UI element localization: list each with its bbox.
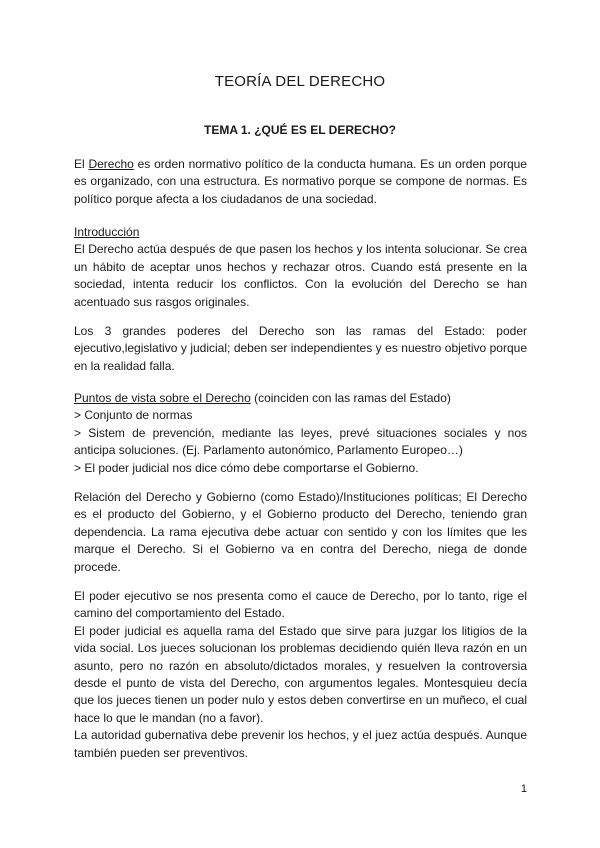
- page-number: 1: [520, 783, 527, 795]
- list-item: > Conjunto de normas: [74, 408, 193, 423]
- introduccion-text: El Derecho actúa después de que pasen los hechos y los intenta solucionar. Se crea un hábito de aceptar unos hechos y rechazar otros. Cuando está presente en la sociedad, intenta reducir los conflictos. Con la evolución del Derecho se han acentuado sus rasgos originales.: [74, 242, 527, 309]
- introduccion-heading: Introducción: [74, 225, 140, 239]
- autoridad-paragraph: La autoridad gubernativa debe prevenir los hechos, y el juez actúa después. Aunque también pueden ser preventivos.: [74, 728, 527, 760]
- poderes-paragraph: Los 3 grandes poderes del Derecho son las ramas del Estado: poder ejecutivo,legislativo y judicial; deben ser independientes y es nuestro objetivo porque en la realidad falla.: [74, 324, 527, 373]
- puntos-heading: Puntos de vista sobre el Derecho: [74, 391, 251, 405]
- section-title: TEMA 1. ¿QUÉ ES EL DERECHO?: [203, 123, 397, 137]
- document-title: TEORÍA DEL DERECHO: [214, 73, 386, 90]
- poderes-section: [74, 588, 527, 762]
- ejecutivo-paragraph: El poder ejecutivo se nos presenta como el cauce de Derecho, por lo tanto, rige el camino del comportamiento del Estado.: [74, 589, 527, 621]
- judicial-paragraph: El poder judicial es aquella rama del Estado que sirve para juzgar los litigios de la vida social. Los jueces solucionan los problemas decidiendo quién lleva razón en un asunto, pero no razón en absoluto/dictados morales, y resuelven la controversia desde el punto de vista del Derecho, con argumentos legales. Montesquieu decía que los jueces tienen un poder nulo y estos deben convertirse en un muñeco, el cual hace lo que le mandan (no a favor).: [74, 623, 527, 725]
- derecho-term: Derecho: [88, 157, 134, 171]
- puntos-heading-note: (coinciden con las ramas del Estado): [250, 391, 451, 405]
- puntos-section: [74, 390, 527, 477]
- intro-paragraph: El Derecho es orden normativo político de la conducta humana. Es un orden porque es organizado, con una estructura. Es normativo porque se compone de normas. Es político porque afecta a los ciudadanos de una sociedad.: [74, 157, 527, 206]
- introduccion-section: [74, 224, 527, 311]
- list-item: > El poder judicial nos dice cómo debe comportarse el Gobierno.: [74, 460, 419, 475]
- list-item: > Sistem de prevención, mediante las leyes, prevé situaciones sociales y nos anticipa soluciones. (Ej. Parlamento autonómico, Parlamento Europeo…): [74, 425, 527, 458]
- relacion-paragraph: Relación del Derecho y Gobierno (como Estado)/Instituciones políticas; El Derecho es el producto del Gobierno, y el Gobierno producto del Derecho, teniendo gran dependencia. La rama ejecutiva debe actuar con sentido y con los límites que les marque el Derecho. Si el Gobierno va en contra del Derecho, niega de donde procede.: [74, 490, 527, 574]
